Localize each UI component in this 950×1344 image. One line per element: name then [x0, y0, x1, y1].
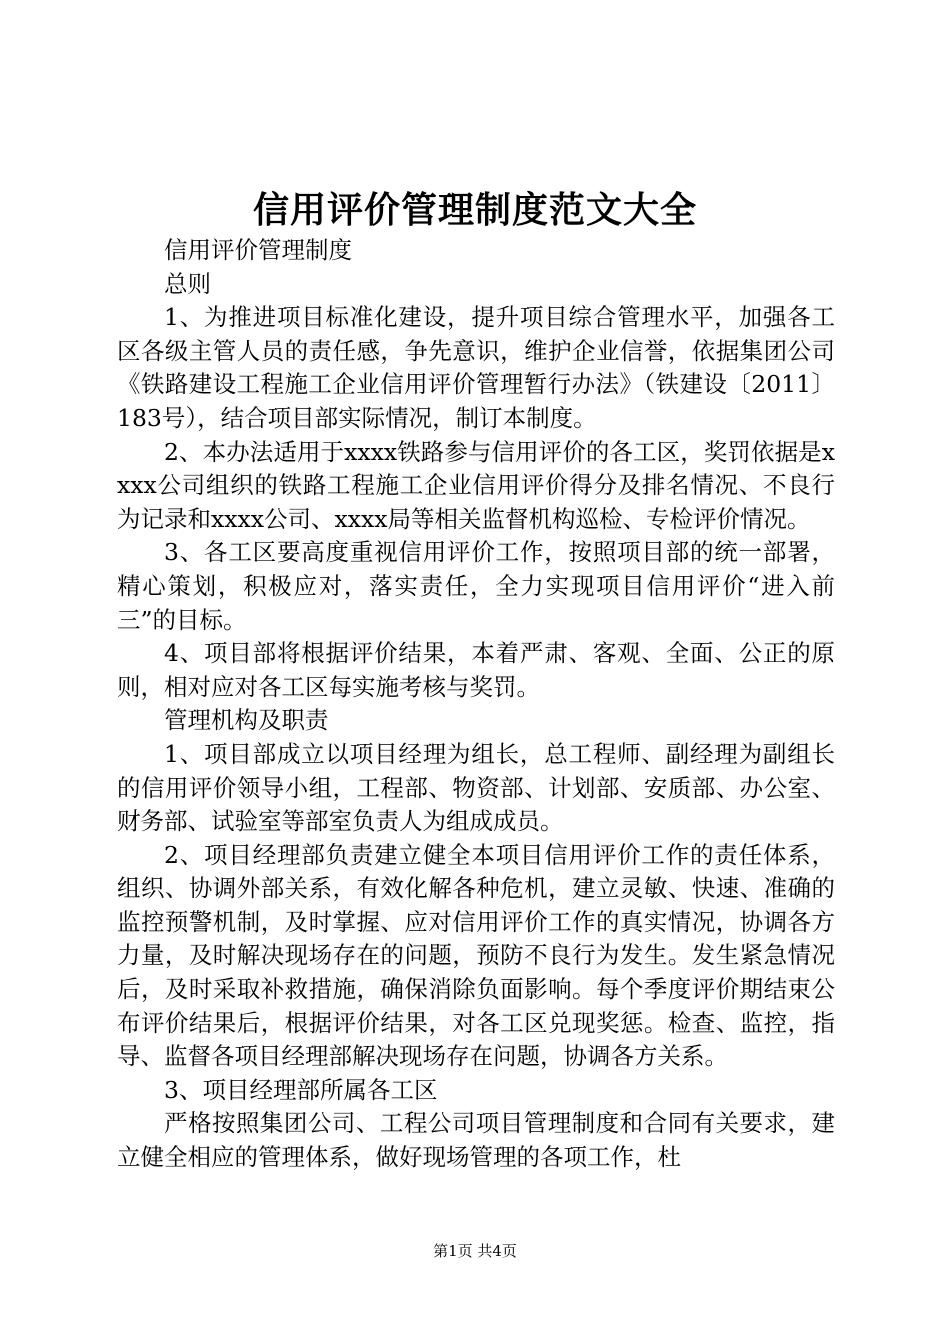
- section-heading-organization: 管理机构及职责: [164, 706, 329, 735]
- paragraph-2: 2、本办法适用于xxxx铁路参与信用评价的各工区，奖罚依据是xxxx公司组织的铁路工程施工企业信用评价得分及排名情况、不良行为记录和xxxx公司、xxxx局等相关监督机构巡检、专检评价情况。: [117, 437, 835, 533]
- paragraph-8: 严格按照集团公司、工程公司项目管理制度和合同有关要求，建立健全相应的管理体系，做好现场管理的各项工作，杜: [117, 1109, 835, 1172]
- paragraph-6: 2、项目经理部负责建立健全本项目信用评价工作的责任体系，组织、协调外部关系，有效化解各种危机，建立灵敏、快速、准确的监控预警机制，及时掌握、应对信用评价工作的真实情况，协调各方力量，及时解决现场存在的问题，预防不良行为发生。发生紧急情况后，及时采取补救措施，确保消除负面影响。每个季度评价期结束公布评价结果后，根据评价结果，对各工区兑现奖惩。检查、监控，指导、监督各项目经理部解决现场存在问题，协调各方关系。: [117, 840, 835, 1071]
- page-footer: 第1页 共4页: [433, 1242, 517, 1260]
- document-body: [117, 234, 835, 1175]
- paragraph-1: 1、为推进项目标准化建设，提升项目综合管理水平，加强各工区各级主管人员的责任感，争先意识，维护企业信誉，依据集团公司《铁路建设工程施工企业信用评价管理暂行办法》（铁建设〔2011〕183号），结合项目部实际情况，制订本制度。: [117, 303, 835, 432]
- paragraph-4: 4、项目部将根据评价结果，本着严肃、客观、全面、公正的原则，相对应对各工区每实施考核与奖罚。: [117, 639, 835, 701]
- paragraph-3: 3、各工区要高度重视信用评价工作，按照项目部的统一部署，精心策划，积极应对，落实责任，全力实现项目信用评价“进入前三”的目标。: [117, 538, 835, 634]
- paragraph-7: 3、项目经理部所属各工区: [164, 1075, 438, 1104]
- section-heading-general: 总则: [164, 269, 211, 298]
- paragraph-5: 1、项目部成立以项目经理为组长，总工程师、副经理为副组长的信用评价领导小组，工程部、物资部、计划部、安质部、办公室、财务部、试验室等部室负责人为组成成员。: [117, 739, 835, 836]
- document-title: 信用评价管理制度范文大全: [252, 189, 697, 231]
- paragraph-subtitle: 信用评价管理制度: [164, 236, 352, 264]
